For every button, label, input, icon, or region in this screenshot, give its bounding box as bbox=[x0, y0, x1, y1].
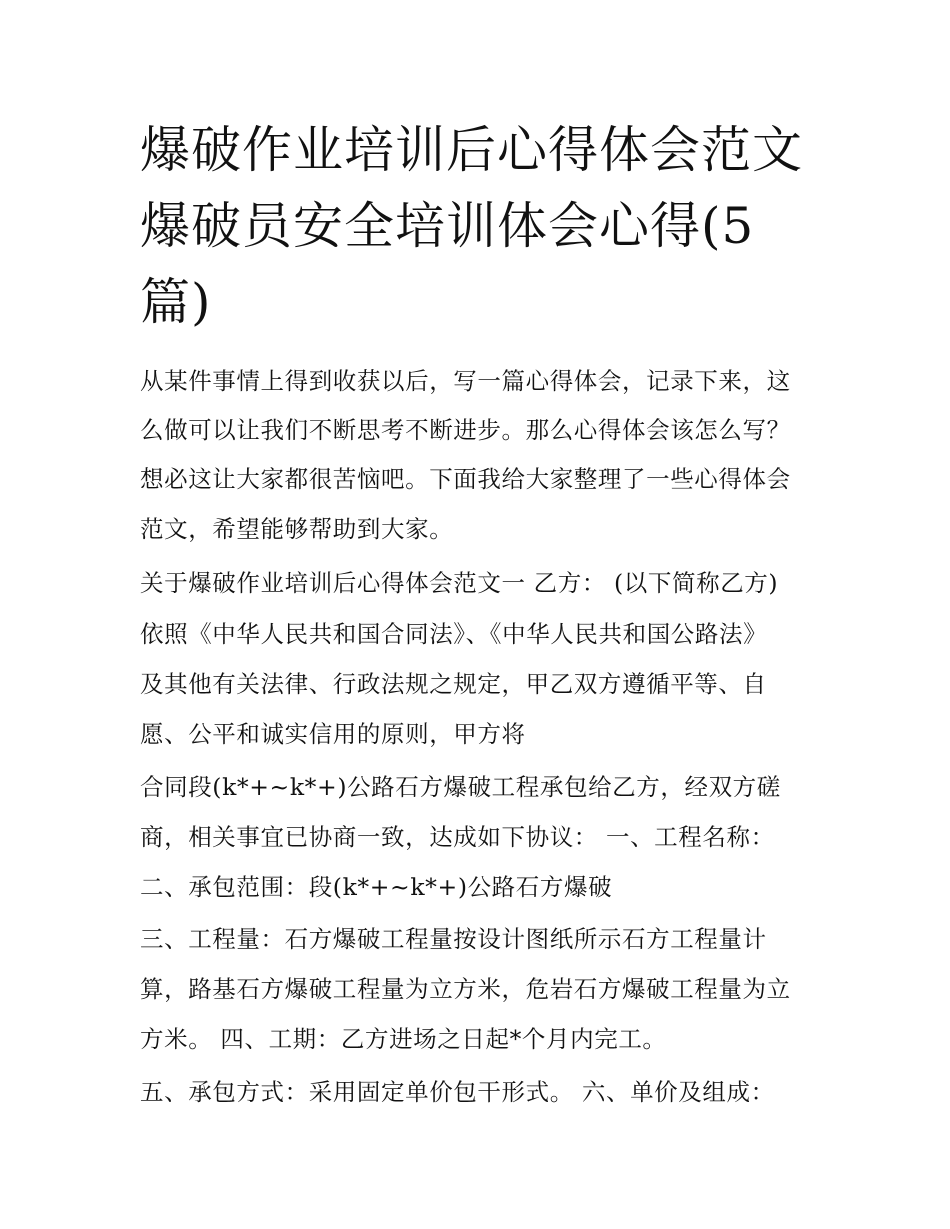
body-line-3: 想必这让大家都很苦恼吧。下面我给大家整理了一些心得体会 bbox=[140, 465, 791, 493]
body-line-10: 商，相关事宜已协商一致，达成如下协议： 一、工程名称： bbox=[140, 823, 775, 851]
body-line-9: 合同段(k*+~k*+)公路石方爆破工程承包给乙方，经双方磋 bbox=[140, 773, 781, 801]
title-line-3: 篇) bbox=[140, 273, 212, 331]
body-line-4: 范文，希望能够帮助到大家。 bbox=[140, 515, 454, 543]
body-line-6: 依照《中华人民共和国合同法》、《中华人民共和国公路法》 bbox=[140, 620, 768, 648]
body-line-14: 方米。 四、工期：乙方进场之日起*个月内完工。 bbox=[140, 1025, 667, 1053]
title-line-2: 爆破员安全培训体会心得(5 bbox=[140, 197, 755, 255]
body-line-7: 及其他有关法律、行政法规之规定，甲乙双方遵循平等、自 bbox=[140, 670, 767, 698]
body-line-15: 五、承包方式：采用固定单价包干形式。 六、单价及组成： bbox=[140, 1078, 775, 1106]
document-title bbox=[140, 112, 820, 340]
title-line-1: 爆破作业培训后心得体会范文 bbox=[140, 121, 803, 179]
body-line-5: 关于爆破作业培训后心得体会范文一 乙方： (以下简称乙方) bbox=[140, 569, 779, 597]
body-line-12: 三、工程量：石方爆破工程量按设计图纸所示石方工程量计 bbox=[140, 925, 767, 953]
body-line-8: 愿、公平和诚实信用的原则，甲方将 bbox=[140, 720, 526, 748]
body-line-11: 二、承包范围：段(k*+~k*+)公路石方爆破 bbox=[140, 873, 613, 901]
body-line-2: 么做可以让我们不断思考不断进步。那么心得体会该怎么写？ bbox=[140, 416, 791, 444]
body-line-1: 从某件事情上得到收获以后，写一篇心得体会，记录下来，这 bbox=[140, 367, 791, 395]
body-line-13: 算，路基石方爆破工程量为立方米，危岩石方爆破工程量为立 bbox=[140, 975, 791, 1003]
